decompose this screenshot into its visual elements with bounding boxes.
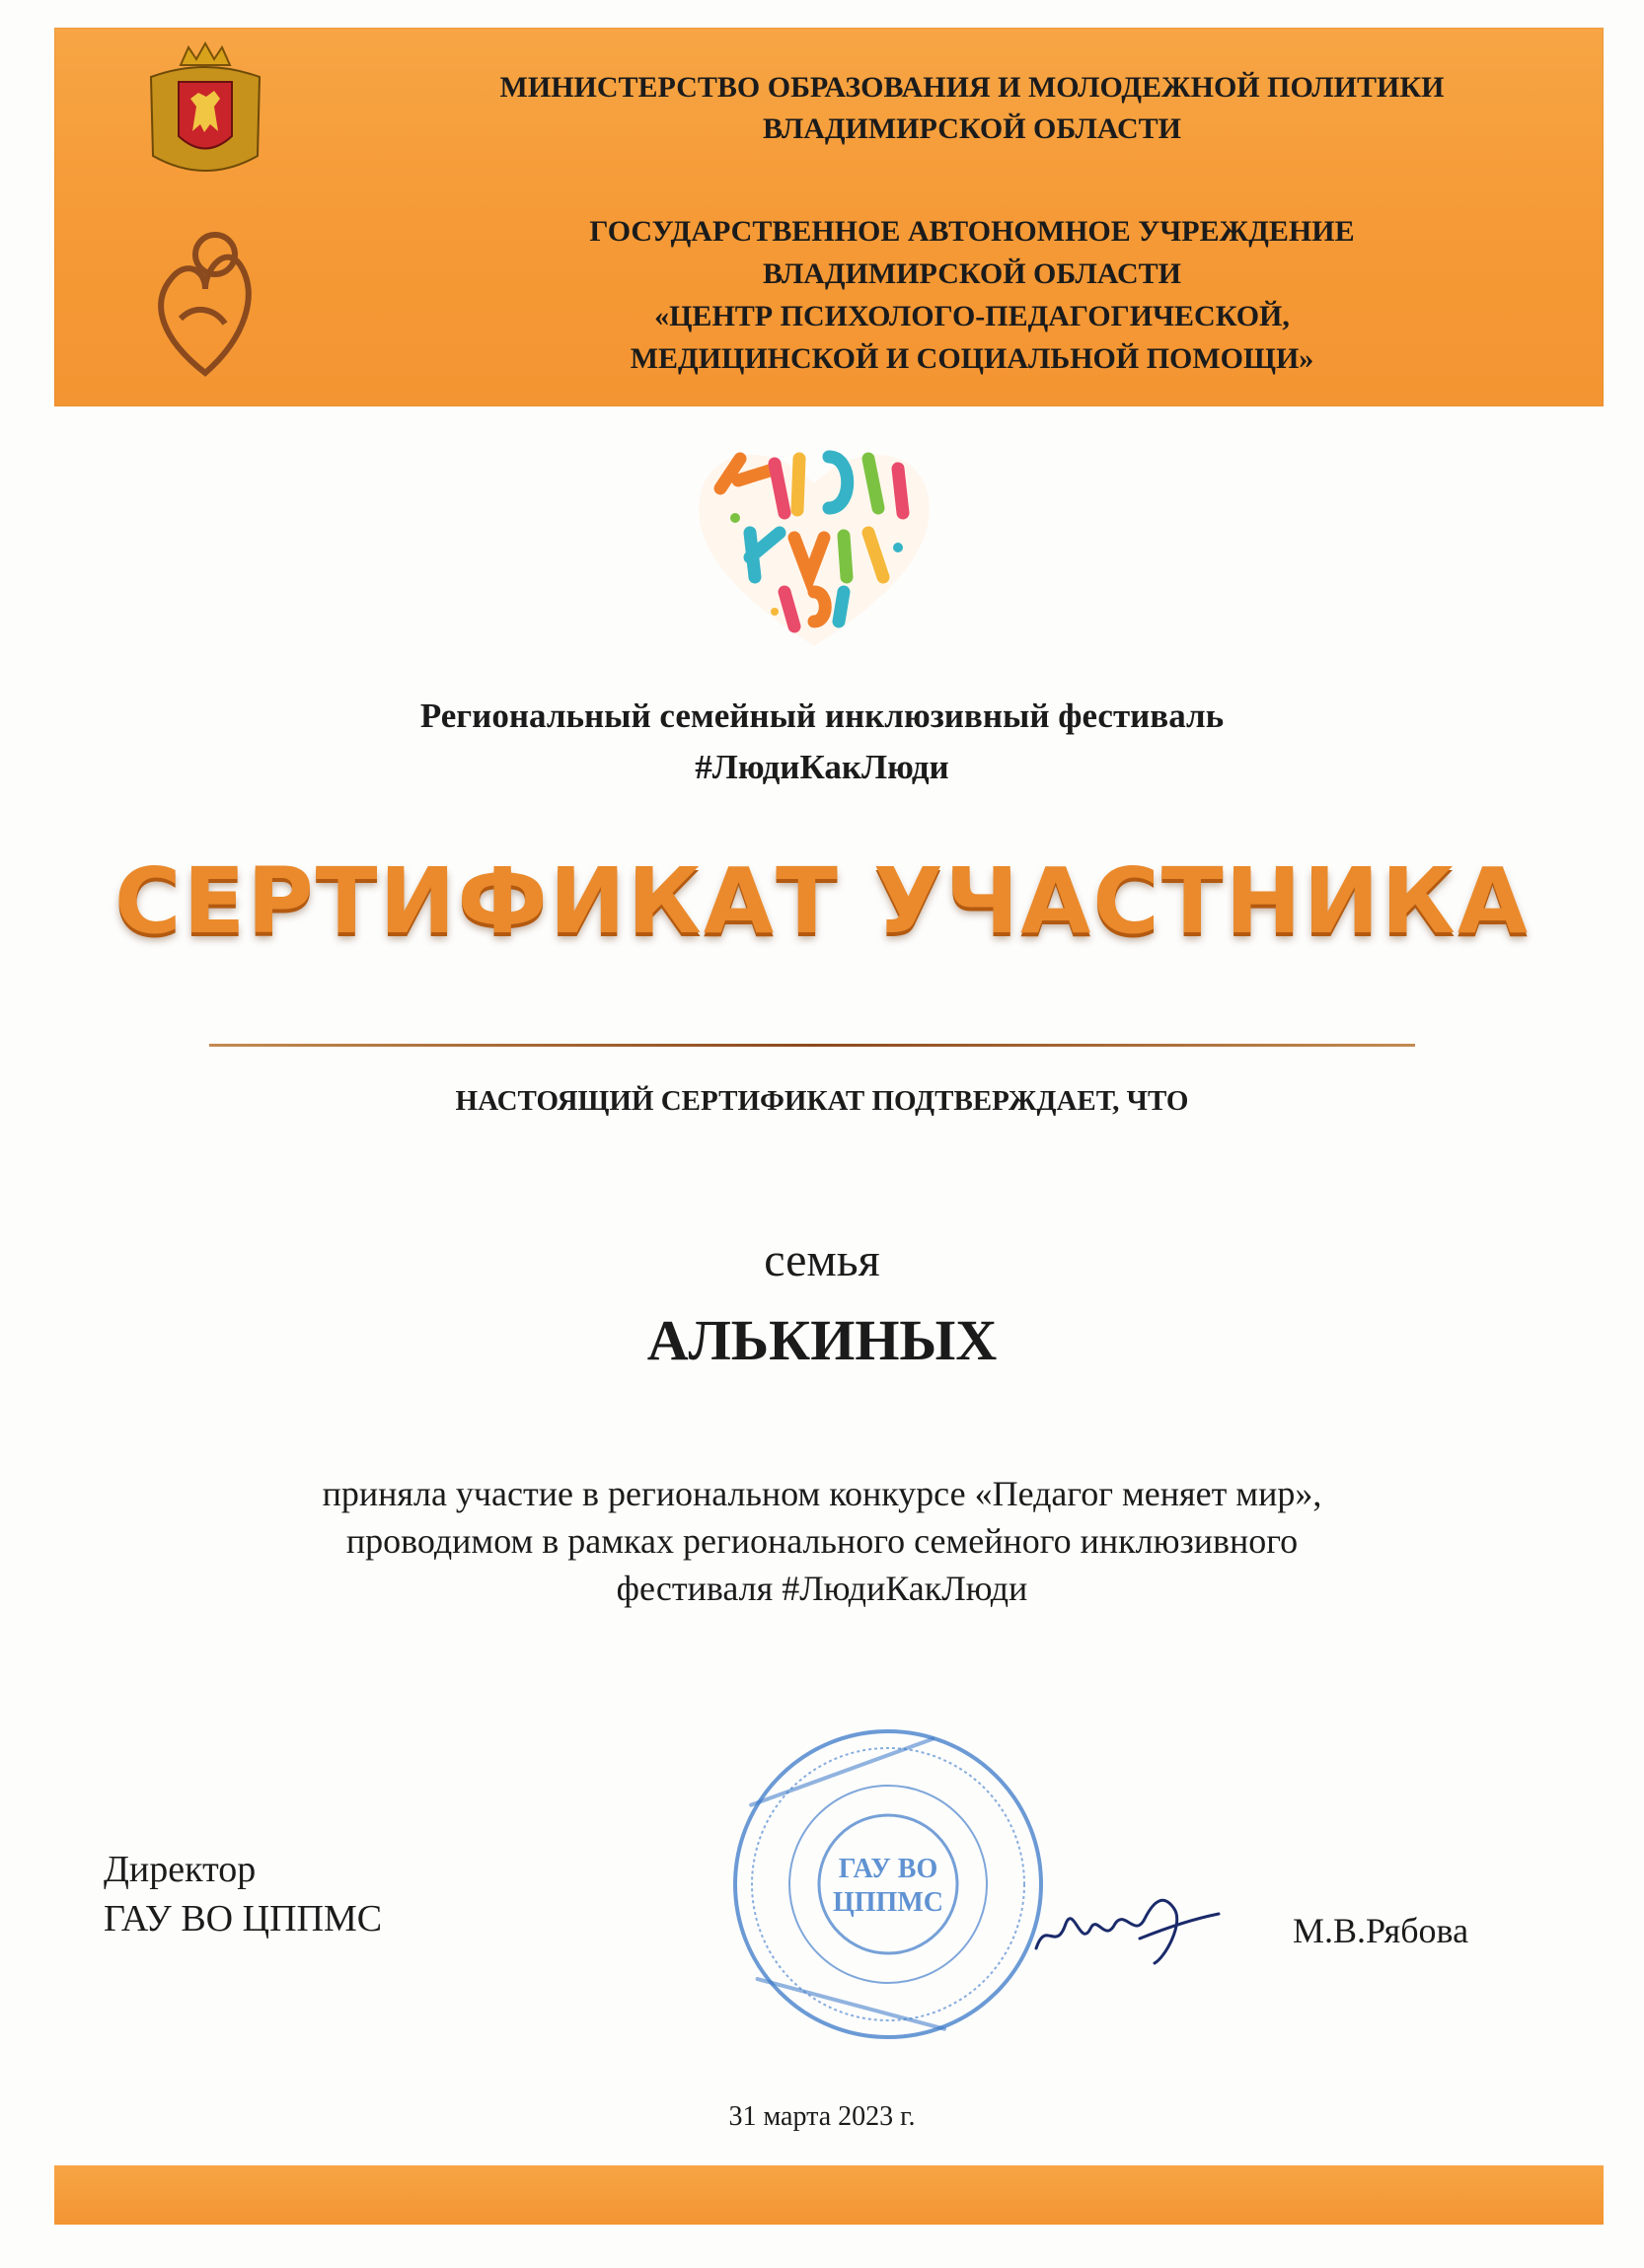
stamp-center-line: ГАУ ВО	[838, 1854, 938, 1884]
official-stamp-icon	[725, 1721, 1051, 2047]
family-name: АЛЬКИНЫХ	[646, 1308, 998, 1372]
festival-title-line: Региональный семейный инклюзивный фестиваль	[419, 696, 1225, 735]
footer-band	[54, 2165, 1604, 2225]
director-name: М.В.Рябова	[1293, 1911, 1469, 1950]
ministry-name	[370, 67, 1574, 150]
participation-line: проводимом в рамках регионального семейного инклюзивного	[345, 1521, 1299, 1561]
festival-title	[0, 691, 1644, 793]
handwritten-signature-icon	[1026, 1879, 1224, 1978]
director-title	[104, 1845, 382, 1943]
festival-hashtag: #ЛюдиКакЛюди	[695, 748, 949, 786]
institution-line: МЕДИЦИНСКОЙ И СОЦИАЛЬНОЙ ПОМОЩИ»	[630, 342, 1314, 375]
institution-line: «ЦЕНТР ПСИХОЛОГО-ПЕДАГОГИЧЕСКОЙ,	[654, 300, 1290, 332]
divider-line	[209, 1044, 1415, 1047]
stamp-center-line: ЦППМС	[833, 1887, 943, 1918]
vladimir-coat-of-arms-icon	[141, 37, 269, 185]
confirmation-text: НАСТОЯЩИЙ СЕРТИФИКАТ ПОДТВЕРЖДАЕТ, ЧТО	[455, 1085, 1189, 1117]
participation-line: фестиваля #ЛюдиКакЛюди	[616, 1569, 1028, 1608]
certificate-date: 31 марта 2023 г.	[728, 2101, 916, 2132]
institution-line: ВЛАДИМИРСКОЙ ОБЛАСТИ	[763, 257, 1181, 290]
director-position: Директор	[104, 1849, 257, 1890]
ministry-line: ВЛАДИМИРСКОЙ ОБЛАСТИ	[763, 112, 1181, 145]
mother-child-logo-icon	[141, 210, 269, 383]
participation-line: приняла участие в региональном конкурсе «Педагог меняет мир»,	[322, 1474, 1322, 1513]
participation-text	[0, 1470, 1644, 1612]
certificate-heading: СЕРТИФИКАТ УЧАСТНИКА	[113, 848, 1531, 954]
director-organization: ГАУ ВО ЦППМС	[104, 1898, 383, 1939]
ministry-line: МИНИСТЕРСТВО ОБРАЗОВАНИЯ И МОЛОДЕЖНОЙ ПОЛИТИКИ	[499, 71, 1445, 104]
family-word: семья	[764, 1234, 880, 1286]
heart-hashtag-logo-icon	[681, 419, 947, 656]
institution-name	[370, 210, 1574, 380]
institution-line: ГОСУДАРСТВЕННОЕ АВТОНОМНОЕ УЧРЕЖДЕНИЕ	[589, 215, 1355, 248]
header-band	[54, 28, 1604, 406]
